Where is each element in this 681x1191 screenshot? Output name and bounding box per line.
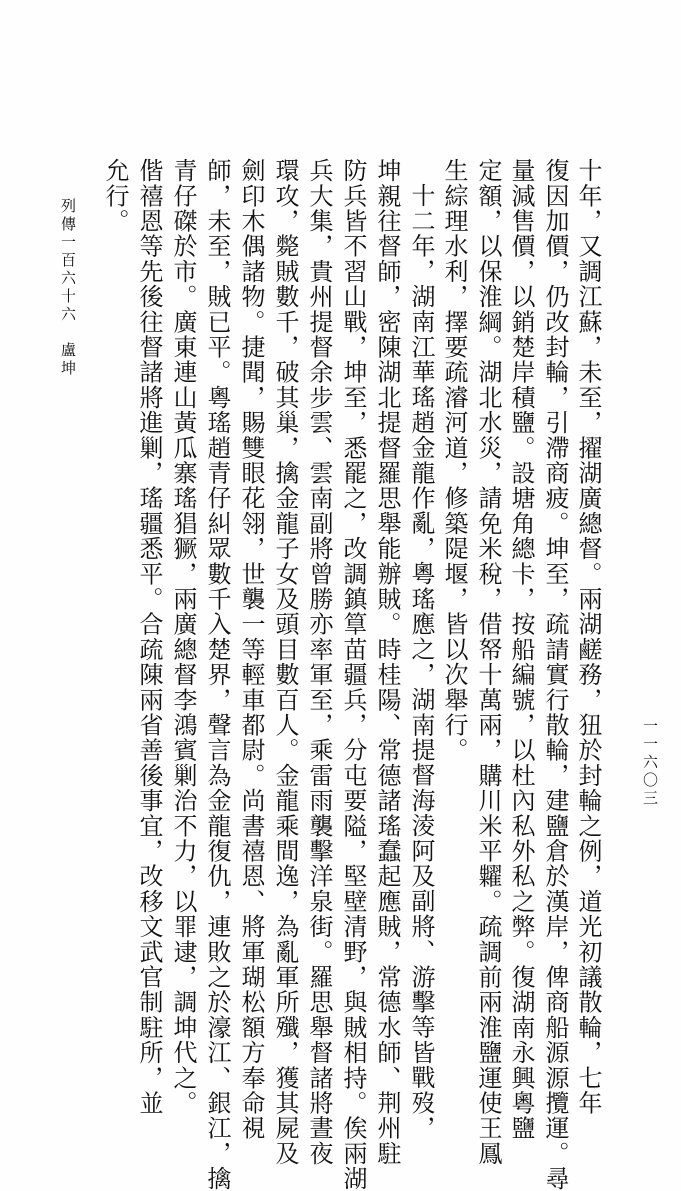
text-column: 十年，又調江蘇，未至，擢湖廣總督。兩湖鹺務，狃於封輪之例，道光初議散輪，七年: [574, 158, 602, 1116]
text-column: 定額，以保淮綱。湖北水災，請免米稅，借帑十萬兩，購川米平糶。疏調前兩淮鹽運使王鳳: [474, 158, 502, 1166]
text-column: 環攻，斃賊數千，破其巢，擒金龍子女及頭目數百人。金龍乘間逸，為亂軍所殲，獲其屍及: [271, 158, 299, 1166]
text-column: 量減售價，以銷楚岸積鹽。設塘角總卡，按船編號，以杜內私外私之弊。復湖南永興粵鹽: [507, 158, 535, 1141]
text-column: 師，未至，賊已平。粵瑤趙青仔糾眾數千入楚界，聲言為金龍復仇，連敗之於濠江、銀江，擒: [203, 158, 231, 1191]
text-column: 防兵皆不習山戰，坤至，悉罷之，改調鎮筸苗疆兵，分屯要隘，堅壁清野，與賊相持。俟兩湖: [339, 158, 367, 1191]
text-column: 青仔磔於市。廣東連山黃瓜寨瑤猖獗，兩廣總督李鴻賓剿治不力，以罪逮，調坤代之。: [169, 158, 197, 1116]
text-column: 生綜理水利，擇要疏濬河道，修築隄堰，皆以次舉行。: [440, 158, 468, 763]
text-column: 偕禧恩等先後往督諸將進剿，瑤疆悉平。合疏陳兩省善後事宜，改移文武官制駐所，並: [135, 158, 163, 1116]
text-column: 坤親往督師，密陳湖北提督羅思舉能辦賊。時桂陽、常德諸瑤蠢起應賊，常德水師、荆州駐: [373, 158, 401, 1166]
text-column: 允行。: [101, 158, 129, 234]
page-number: 一一六〇三: [641, 718, 659, 808]
text-column: 劍印木偶諸物。捷聞，賜雙眼花翎，世襲一等輕車都尉。尚書禧恩、將軍瑚松額方奉命視: [237, 158, 265, 1141]
text-column: 復因加價，仍改封輪，引滯商疲。坤至，疏請實行散輪，建鹽倉於漢岸，俾商船源源攬運。尋: [541, 158, 569, 1191]
running-title: 列傳一百六十六 盧坤: [59, 198, 77, 378]
text-column: 十二年，湖南江華瑤趙金龍作亂，粵瑤應之，湖南提督海淩阿及副將、游擊等皆戰歿，: [407, 183, 435, 1141]
text-column: 兵大集，貴州提督余步雲、雲南副將曾勝亦率軍至，乘雷雨襲擊洋泉街。羅思舉督諸將晝夜: [305, 158, 333, 1166]
